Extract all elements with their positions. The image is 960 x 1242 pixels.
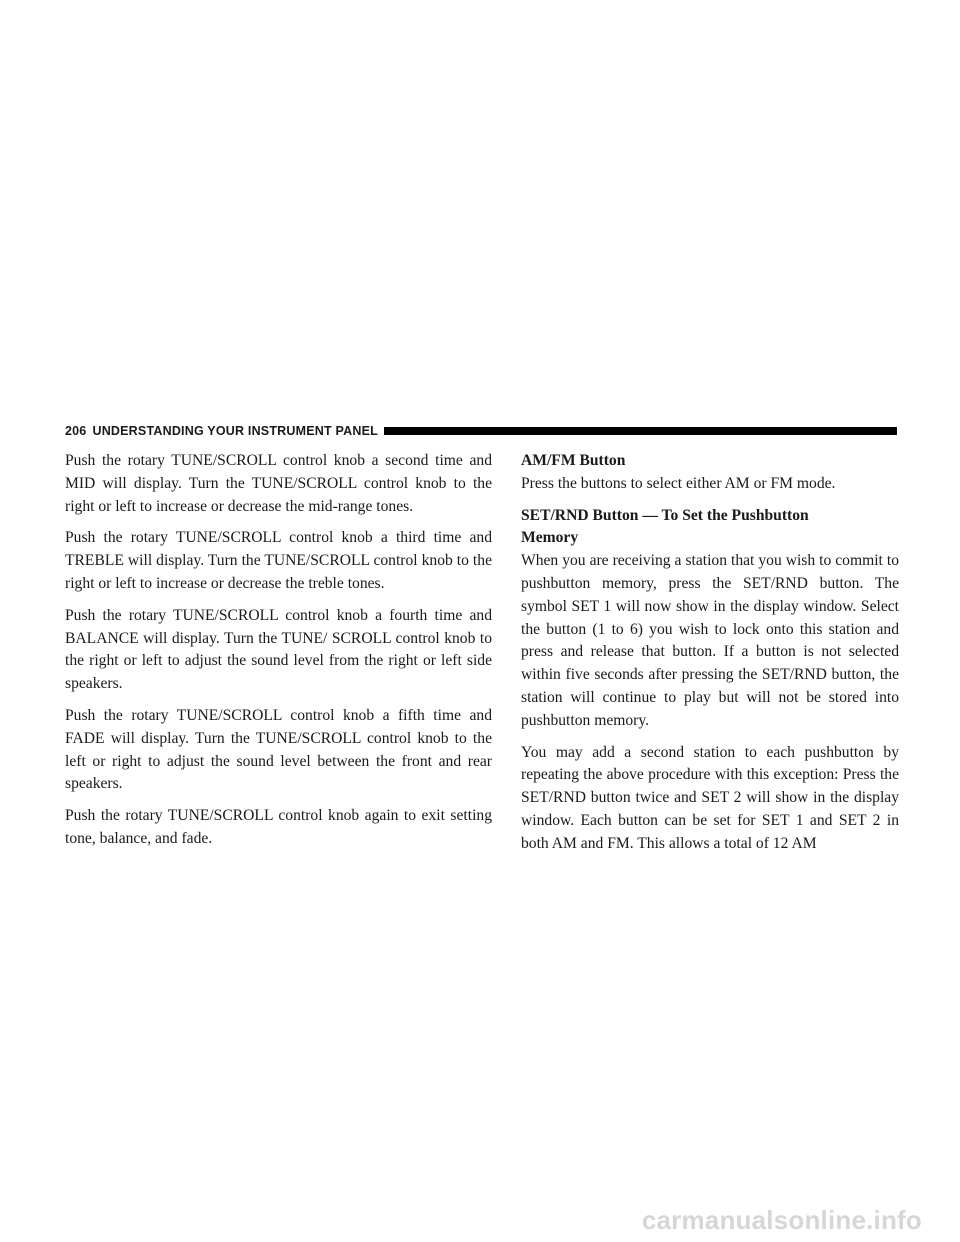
left-column <box>65 450 492 860</box>
paragraph-treble: Push the rotary TUNE/SCROLL control knob a third time and TREBLE will display. Turn the TUNE/SCROLL control knob to the right or left to increase or decrease the treble tones. <box>65 529 492 592</box>
page-number: 206 <box>65 424 87 438</box>
setrnd-heading-line1: SET/RND Button — To Set the Pushbutton <box>521 506 809 524</box>
page-header <box>65 422 897 440</box>
right-column <box>521 450 899 865</box>
amfm-text: Press the buttons to select either AM or FM mode. <box>521 474 836 492</box>
setrnd-heading-line2: Memory <box>521 529 579 547</box>
setrnd-paragraph-2: You may add a second station to each pushbutton by repeating the above procedure with this exception: Press the SET/RND button twice and SET 2 will show in the display window. Each button can be set for SET 1 and SET 2 in both AM and FM. This allows a total of 12 AM <box>521 743 899 852</box>
paragraph-exit: Push the rotary TUNE/SCROLL control knob again to exit setting tone, balance, and fade. <box>65 807 492 847</box>
header-rule <box>384 427 897 435</box>
paragraph-mid: Push the rotary TUNE/SCROLL control knob a second time and MID will display. Turn the TUNE/SCROLL control knob to the right or left to increase or decrease the mid-range tones. <box>65 452 492 515</box>
amfm-heading: AM/FM Button <box>521 452 626 469</box>
watermark: carmanualsonline.info <box>641 1205 922 1235</box>
setrnd-paragraph-1: When you are receiving a station that you wish to commit to pushbutton memory, press the SET/RND button. The symbol SET 1 will now show in the display window. Select the button (1 to 6) you wish to lock onto this station and press and release that button. If a button is not selected within five seconds after pressing the SET/RND button, the station will continue to play but will not be stored into pushbutton memory. <box>521 552 899 729</box>
paragraph-fade: Push the rotary TUNE/SCROLL control knob a fifth time and FADE will display. Turn the TUNE/SCROLL control knob to the left or right to adjust the sound level between the front and rear speakers. <box>65 706 492 793</box>
setrnd-heading <box>521 505 899 551</box>
paragraph-balance: Push the rotary TUNE/SCROLL control knob a fourth time and BALANCE will display. Turn the TUNE/ SCROLL control knob to the right or left to adjust the sound level from the right or left side speakers. <box>65 606 492 693</box>
section-title: UNDERSTANDING YOUR INSTRUMENT PANEL <box>92 424 378 438</box>
